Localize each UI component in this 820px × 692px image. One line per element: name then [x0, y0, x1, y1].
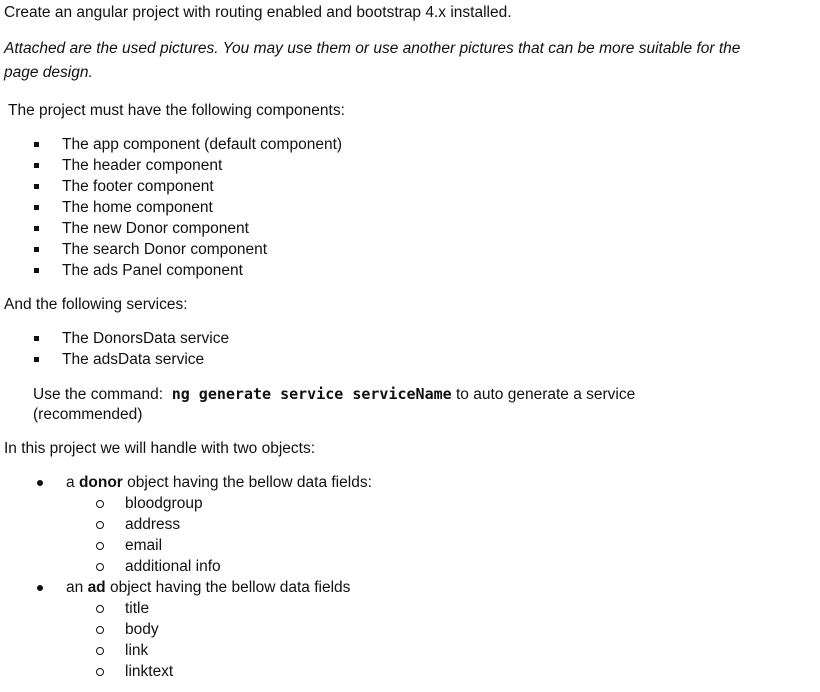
services-heading: And the following services:: [4, 296, 188, 313]
list-item: The ads Panel component: [62, 262, 243, 279]
circle-bullet-icon: [96, 626, 104, 634]
donor-object-item: [66, 473, 372, 493]
list-item: The DonorsData service: [62, 330, 230, 347]
circle-bullet-icon: [96, 542, 104, 550]
list-item: address: [125, 516, 181, 533]
list-item: The home component: [62, 199, 213, 216]
circle-bullet-icon: [96, 605, 104, 613]
square-bullet-icon: [34, 142, 39, 147]
list-item: The app component (default component): [62, 136, 343, 153]
donor-pre: a: [66, 474, 75, 491]
list-item: The new Donor component: [62, 220, 249, 237]
list-item: link: [125, 642, 149, 659]
circle-bullet-icon: [96, 647, 104, 655]
list-item: email: [125, 537, 163, 554]
command-line2: (recommended): [33, 406, 143, 423]
bullet-dot-icon: [37, 585, 43, 591]
circle-bullet-icon: [96, 563, 104, 571]
square-bullet-icon: [34, 163, 39, 168]
list-item: The adsData service: [62, 351, 205, 368]
donor-keyword: donor: [78, 474, 123, 491]
command-prefix: Use the command:: [33, 386, 164, 403]
command-line: [33, 384, 635, 405]
list-item: title: [125, 600, 150, 617]
list-item: body: [125, 621, 159, 638]
circle-bullet-icon: [96, 500, 104, 508]
ad-post: object having the bellow data fields: [109, 579, 351, 596]
square-bullet-icon: [34, 357, 39, 362]
bullet-dot-icon: [37, 480, 43, 486]
square-bullet-icon: [34, 247, 39, 252]
list-item: bloodgroup: [125, 495, 203, 512]
attached-text-line1: Attached are the used pictures. You may use them or use another pictures that can be more suitable for the: [4, 40, 741, 57]
command-suffix: to auto generate a service: [456, 386, 636, 403]
circle-bullet-icon: [96, 668, 104, 676]
intro-text: Create an angular project with routing enabled and bootstrap 4.x installed.: [4, 4, 512, 21]
square-bullet-icon: [34, 226, 39, 231]
square-bullet-icon: [34, 184, 39, 189]
list-item: additional info: [125, 558, 221, 575]
square-bullet-icon: [34, 205, 39, 210]
ad-keyword: ad: [87, 579, 106, 596]
list-item: The search Donor component: [62, 241, 268, 258]
components-heading: The project must have the following components:: [8, 102, 345, 119]
circle-bullet-icon: [96, 521, 104, 529]
command-code: ng generate service serviceName: [171, 385, 452, 403]
attached-text-line2: page design.: [4, 64, 93, 81]
list-item: The footer component: [62, 178, 214, 195]
list-item: The header component: [62, 157, 223, 174]
square-bullet-icon: [34, 336, 39, 341]
square-bullet-icon: [34, 268, 39, 273]
donor-post: object having the bellow data fields:: [127, 474, 372, 491]
objects-heading: In this project we will handle with two objects:: [4, 440, 316, 457]
ad-object-item: [66, 578, 350, 598]
list-item: linktext: [125, 663, 174, 680]
ad-pre: an: [66, 579, 84, 596]
